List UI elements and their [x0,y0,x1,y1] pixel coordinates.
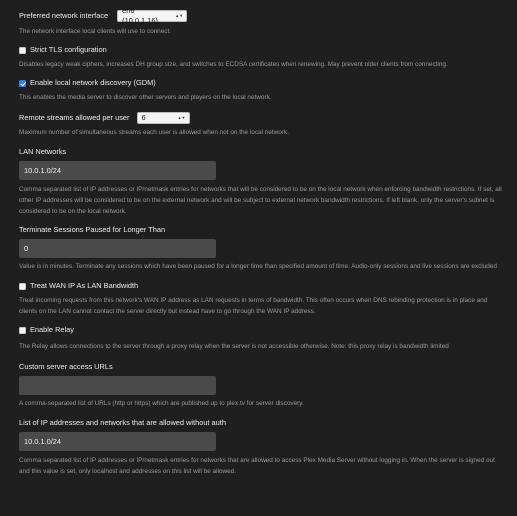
strict-tls-setting [19,45,507,70]
remote-streams-select[interactable] [137,112,190,124]
treat-wan-help: Treat incoming requests from this network's WAN IP address as LAN requests in terms of bandwidth. This often occurs when DNS rebinding protection is in place and clients on the LAN cannot contact the server directly but instead have to go through the WAN IP address. [19,297,488,315]
allowed-without-auth-input[interactable]: 10.0.1.0/24 [19,432,216,451]
enable-relay-help: The Relay allows connections to the server through a proxy relay when the server is not accessible otherwise. Note: this proxy relay is bandwidth limited [19,343,449,350]
select-arrows-icon: ▲▼ [177,115,186,120]
remote-streams-help: Maximum number of simultaneous streams each user is allowed when not on the local network. [19,129,289,136]
allowed-without-auth-help: Comma separated list of IP addresses or IP/netmask entries for networks that are allowed to access Plex Media Server without logging in. When the server is signed out and this value is set, only localhost and addresses on this list will be allowed. [19,457,495,475]
lan-networks-help: Comma separated list of IP addresses or IP/netmask entries for networks that will be considered to be on the local network when enforcing bandwidth restrictions. If set, all other IP addresses will be considered to be on the external network and will be subject to external network bandwidth restrictions. If left blank, only the server's subnet is considered to be on the local network. [19,186,502,215]
enable-relay-label: Enable Relay [30,325,74,334]
allowed-without-auth-label: List of IP addresses and networks that are allowed without auth [19,418,226,427]
preferred-interface-help: The network interface local clients will use to connect. [19,28,172,35]
custom-urls-setting [19,362,507,409]
custom-urls-help: A comma-separated list of URLs (http or https) which are published up to plex.tv for server discovery. [19,400,304,407]
enable-relay-checkbox[interactable] [19,327,26,334]
local-discovery-checkbox[interactable] [19,80,26,87]
local-discovery-setting [19,78,507,103]
allowed-without-auth-setting [19,418,507,477]
custom-urls-label: Custom server access URLs [19,362,113,371]
local-discovery-label: Enable local network discovery (GDM) [30,78,156,87]
enable-relay-setting [19,325,507,352]
strict-tls-label: Strict TLS configuration [30,45,107,54]
remote-streams-value: 6 [141,113,146,122]
terminate-sessions-label: Terminate Sessions Paused for Longer Than [19,225,166,234]
lan-networks-setting [19,147,507,217]
preferred-interface-setting [19,6,507,37]
terminate-sessions-help: Value is in minutes. Terminate any sessions which have been paused for a longer time than specified amount of time. Audio-only sessions and live sessions are excluded [19,263,497,270]
custom-urls-input[interactable] [19,376,216,395]
select-arrows-icon: ▲▼ [175,13,184,18]
terminate-sessions-setting [19,225,507,272]
lan-networks-input[interactable]: 10.0.1.0/24 [19,161,216,180]
terminate-sessions-input[interactable]: 0 [19,239,216,258]
treat-wan-setting [19,281,507,317]
lan-networks-label: LAN Networks [19,147,67,156]
treat-wan-checkbox[interactable] [19,283,26,290]
remote-streams-setting [19,112,507,138]
strict-tls-checkbox[interactable] [19,47,26,54]
remote-streams-label: Remote streams allowed per user [19,113,130,122]
preferred-interface-label: Preferred network interface [19,11,109,20]
preferred-interface-value: en6 (10.0.1.16) [122,6,158,25]
local-discovery-help: This enables the media server to discover other servers and players on the local network. [19,94,272,101]
treat-wan-label: Treat WAN IP As LAN Bandwidth [30,281,139,290]
preferred-interface-select[interactable] [117,6,187,25]
strict-tls-help: Disables legacy weak ciphers, increases DH group size, and switches to ECDSA certificates when renewing. May prevent older clients from connecting. [19,61,448,68]
